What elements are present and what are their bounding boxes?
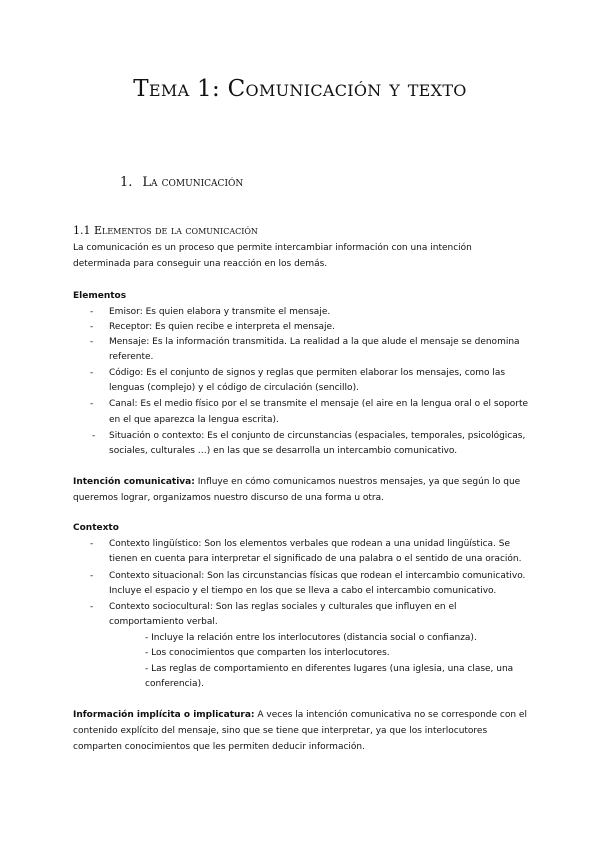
list-item: Contexto situacional: Son las circunstancias físicas que rodean el intercambio comunicativo. <box>109 571 526 581</box>
list-item: Canal: Es el medio físico por el se transmite el mensaje (el aire en la lengua oral o el soporte <box>109 399 529 409</box>
sub-list-item-continued: conferencia). <box>145 679 204 689</box>
intencion-text: Influye en cómo comunicamos nuestros mensajes, ya que según lo que <box>194 477 521 487</box>
intro-line: La comunicación es un proceso que permite intercambiar información con una intención <box>73 243 472 253</box>
list-item: Contexto sociocultural: Son las reglas sociales y culturales que influyen en el <box>109 602 457 612</box>
bullet: - <box>90 368 94 378</box>
list-item: Receptor: Es quien recibe e interpreta el mensaje. <box>109 322 335 332</box>
bullet: - <box>90 307 94 317</box>
subsection-title: Elementos de la comunicación <box>94 224 258 237</box>
section-title: La comunicación <box>142 175 244 190</box>
sub-list-item: - Incluye la relación entre los interlocutores (distancia social o confianza). <box>145 633 477 643</box>
list-item-continued: referente. <box>109 352 154 362</box>
list-item-continued: Incluye el espacio y el tiempo en los que se lleva a cabo el intercambio comunicativo. <box>109 586 497 596</box>
bullet: - <box>92 431 96 441</box>
list-item-continued: sociales, culturales …) en las que se desarrolla un intercambio comunicativo. <box>109 446 458 456</box>
intencion-line: queremos lograr, organizamos nuestro discurso de una forma u otra. <box>73 493 384 503</box>
intencion-paragraph <box>73 475 520 491</box>
section-number: 1. <box>120 175 133 190</box>
contexto-heading: Contexto <box>73 523 119 533</box>
implicatura-line: comparten conocimientos que les permiten deducir información. <box>73 742 365 752</box>
list-item: Situación o contexto: Es el conjunto de circunstancias (espaciales, temporales, psicológicas, <box>109 431 526 441</box>
bullet: - <box>90 399 94 409</box>
intencion-label: Intención comunicativa: <box>73 477 195 487</box>
bullet: - <box>90 322 94 332</box>
implicatura-label: Información implícita o implicatura: <box>73 710 255 720</box>
list-item-continued: comportamiento verbal. <box>109 617 218 627</box>
subsection-number: 1.1 <box>73 224 91 237</box>
implicatura-line: contenido explícito del mensaje, sino que se tiene que interpretar, ya que los interlocutores <box>73 726 488 736</box>
sub-list-item: - Los conocimientos que comparten los interlocutores. <box>145 648 390 658</box>
implicatura-text: A veces la intención comunicativa no se corresponde con el <box>254 710 527 720</box>
elementos-heading: Elementos <box>73 291 127 301</box>
list-item-continued: tienen en cuenta para interpretar el significado de una palabra o el sentido de una oración. <box>109 554 522 564</box>
implicatura-paragraph <box>73 708 527 724</box>
bullet: - <box>90 571 94 581</box>
list-item: Emisor: Es quien elabora y transmite el mensaje. <box>109 307 331 317</box>
sub-list-item: - Las reglas de comportamiento en diferentes lugares (una iglesia, una clase, una <box>145 664 514 674</box>
list-item-continued: en el que aparezca la lengua escrita). <box>109 415 279 425</box>
bullet: - <box>90 337 94 347</box>
intro-line: determinada para conseguir una reacción en los demás. <box>73 259 328 269</box>
list-item: Contexto lingüístico: Son los elementos verbales que rodean a una unidad lingüística. Se <box>109 539 511 549</box>
bullet: - <box>90 539 94 549</box>
list-item: Mensaje: Es la información transmitida. La realidad a la que alude el mensaje se denomina <box>109 337 520 347</box>
list-item-continued: lenguas (complejo) y el código de circulación (sencillo). <box>109 383 359 393</box>
page-title: Tema 1: Comunicación y texto <box>133 76 467 102</box>
bullet: - <box>90 602 94 612</box>
subsection-heading <box>73 224 258 237</box>
section-heading <box>120 175 243 190</box>
list-item: Código: Es el conjunto de signos y reglas que permiten elaborar los mensajes, como las <box>109 368 506 378</box>
